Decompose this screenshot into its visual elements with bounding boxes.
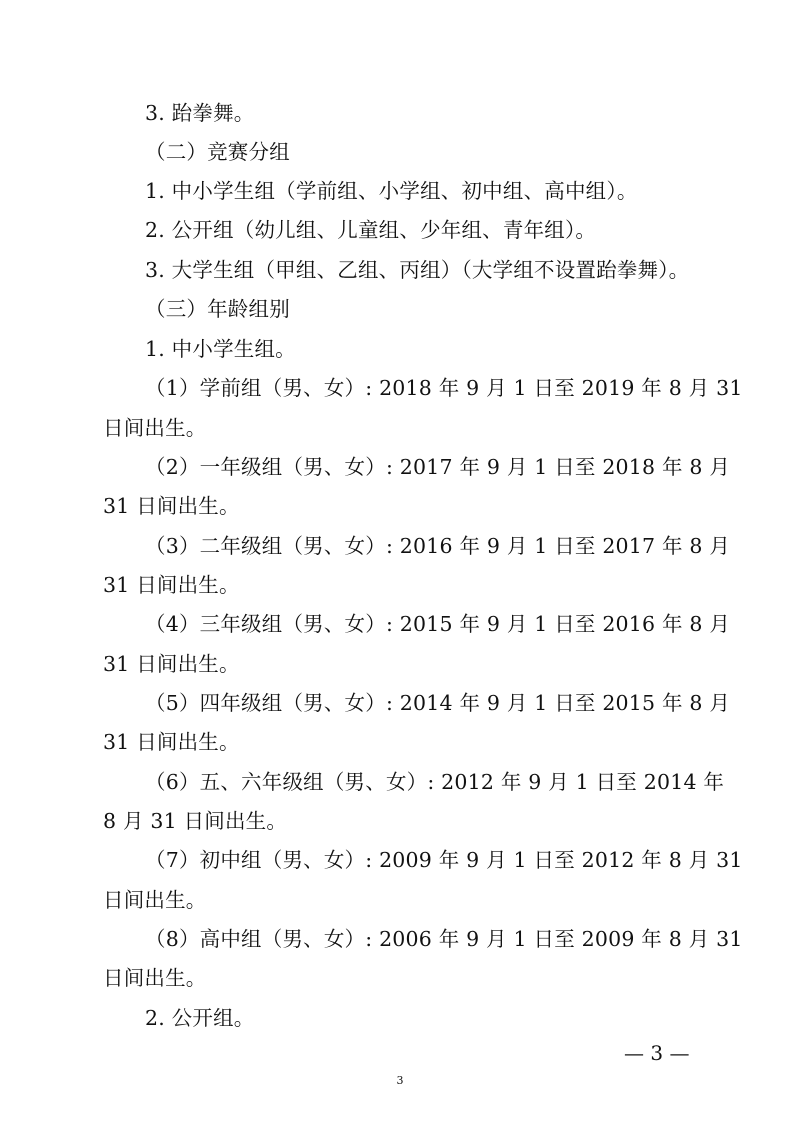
footer-page-number: 3 <box>396 1074 404 1087</box>
age-group-senior-high-line-1: （8）高中组（男、女）: 2006 年 9 月 1 日至 2009 年 8 月 31 <box>145 927 743 951</box>
age-group-senior-high-line-2: 日间出生。 <box>103 966 207 990</box>
age-group-grade-2-line-2: 31 日间出生。 <box>103 573 240 597</box>
age-group-junior-high-line-1: （7）初中组（男、女）: 2009 年 9 月 1 日至 2012 年 8 月 31 <box>145 848 743 872</box>
subheading-primary-secondary-group: 1. 中小学生组。 <box>145 337 296 361</box>
age-group-grade-1-line-2: 31 日间出生。 <box>103 494 240 518</box>
age-group-junior-high-line-2: 日间出生。 <box>103 888 207 912</box>
section-heading-age-groups: （三）年龄组别 <box>145 297 290 321</box>
subheading-open-group: 2. 公开组。 <box>145 1006 255 1030</box>
age-group-grade-4-line-2: 31 日间出生。 <box>103 730 240 754</box>
age-group-grade-1-line-1: （2）一年级组（男、女）: 2017 年 9 月 1 日至 2018 年 8 月 <box>145 455 731 479</box>
section-heading-competition-groups: （二）竞赛分组 <box>145 140 290 164</box>
age-group-preschool-line-2: 日间出生。 <box>103 416 207 440</box>
age-group-grade-5-6-line-1: （6）五、六年级组（男、女）: 2012 年 9 月 1 日至 2014 年 <box>145 770 725 794</box>
age-group-grade-4-line-1: （5）四年级组（男、女）: 2014 年 9 月 1 日至 2015 年 8 月 <box>145 691 731 715</box>
age-group-grade-2-line-1: （3）二年级组（男、女）: 2016 年 9 月 1 日至 2017 年 8 月 <box>145 534 731 558</box>
page-number: — 3 — <box>624 1041 690 1065</box>
paragraph-university-group: 3. 大学生组（甲组、乙组、丙组）（大学组不设置跆拳舞）。 <box>145 258 690 282</box>
paragraph-open-group: 2. 公开组（幼儿组、儿童组、少年组、青年组）。 <box>145 218 597 242</box>
age-group-grade-5-6-line-2: 8 月 31 日间出生。 <box>103 809 288 833</box>
age-group-grade-3-line-2: 31 日间出生。 <box>103 652 240 676</box>
paragraph-primary-secondary-group: 1. 中小学生组（学前组、小学组、初中组、高中组）。 <box>145 179 638 203</box>
paragraph-item-3-taekwondo-dance: 3. 跆拳舞。 <box>145 101 255 125</box>
age-group-grade-3-line-1: （4）三年级组（男、女）: 2015 年 9 月 1 日至 2016 年 8 月 <box>145 612 731 636</box>
age-group-preschool-line-1: （1）学前组（男、女）: 2018 年 9 月 1 日至 2019 年 8 月 31 <box>145 376 743 400</box>
